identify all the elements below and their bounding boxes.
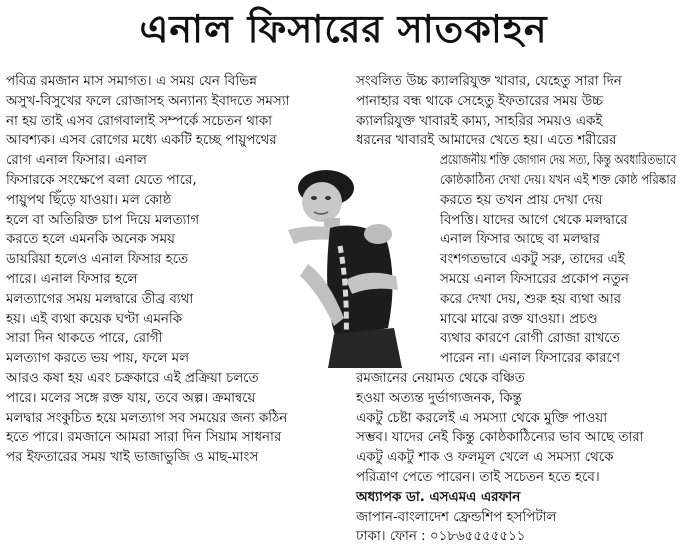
author-name: অধ্যাপক ডা. এসএমএ এরফান	[356, 489, 521, 505]
text-line: পরিত্রাণ পেতে পারেন। তাই সচেতন হতে হবে।	[356, 470, 600, 485]
text-line: পারেন না। এনাল ফিসারের কারণে	[440, 351, 620, 367]
text-line: করতে হয় তখন প্রায় দেখা দেয়	[440, 192, 603, 208]
text-line: এনাল ফিসার আছে বা মলদ্বার	[440, 232, 600, 248]
text-line: অসুখ-বিসুখের ফলে রোজাসহ অন্যান্য ইবাদতে সমস্যা	[6, 93, 290, 109]
text-line: একটু একটু শাক ও ফলমূল খেলে এ সমস্যা থেকে	[356, 450, 614, 466]
woman-holding-lower-back-photo	[248, 168, 436, 368]
text-line: ফিসারকে সংক্ষেপে বলা যেতে পারে,	[6, 173, 197, 188]
text-line: পানাহার বন্ধ থাকে সেহেতু ইফতারের সময় উচ্চ	[356, 93, 603, 109]
text-line: মলত্যাগ করতে ভয় পায়, ফলে মল	[6, 351, 189, 367]
text-line: হয়। এই ব্যথা কয়েক ঘণ্টা এমনকি	[6, 311, 183, 327]
text-line: বংশগতভাবে একটু সরু, তাদের এই	[440, 252, 625, 268]
text-line: সময়ে এনাল ফিসারের প্রকোপ নতুন	[440, 272, 629, 287]
text-line: প্রয়োজনীয় শক্তি জোগান দেয় সত্য, কিন্তু অবধারিতভাবে	[440, 153, 677, 169]
text-line: ক্যালরিযুক্ত খাবারই কাম্য, সাহরির সময়ও একই	[356, 113, 603, 129]
text-line: হতে পারে। রমজানে আমরা সারা দিন সিয়াম সাধনার	[6, 430, 282, 446]
text-line: একটু চেষ্টা করলেই এ সমস্যা থেকে মুক্তি পাওয়া	[356, 410, 608, 426]
text-line: করে দেখা দেয়, শুরু হয় ব্যথা আর	[440, 291, 622, 307]
author-hospital: জাপান-বাংলাদেশ ফ্রেন্ডশিপ হসপিটাল	[356, 509, 557, 525]
text-line: সংবলিত উচ্চ ক্যালরিযুক্ত খাবার, যেহেতু সারা দিন	[356, 74, 622, 89]
text-line: হওয়া অত্যন্ত দুর্ভাগ্যজনক, কিন্তু	[356, 390, 522, 406]
text-line: ডায়রিয়া হলেও এনাল ফিসার হতে	[6, 252, 189, 268]
text-line: পারে। মলের সঙ্গে রক্ত যায়, তবে অল্প। ক্রমান্বয়ে	[6, 390, 256, 406]
text-line: আবশ্যক। এসব রোগের মধ্যে একটি হচ্ছে পায়ুপথের	[6, 133, 277, 149]
text-line: পায়ুপথ ছিঁড়ে যাওয়া। মল কোষ্ঠ	[6, 192, 172, 208]
text-line: করতে হলে এমনকি অনেক সময়	[6, 232, 175, 248]
text-line: পবিত্র রমজান মাস সমাগত। এ সময় যেন বিভিন্ন	[6, 74, 257, 89]
author-contact: ঢাকা। ফোন : ০১৮৬৫৫৫৫৫১১	[356, 529, 526, 545]
text-line: রমজানের নেয়ামত থেকে বঞ্চিত	[356, 371, 525, 386]
text-line: রোগ এনাল ফিসার। এনাল	[6, 153, 147, 169]
text-line: সারা দিন থাকতে পারে, রোগী	[6, 331, 163, 347]
text-line: পর ইফতারের সময় খাই ভাজাভুজি ও মাছ-মাংস	[6, 450, 259, 466]
text-line: বিপত্তি। যাদের আগে থেকে মলদ্বারে	[440, 212, 628, 228]
text-line: হলে বা অতিরিক্ত চাপ দিয়ে মলত্যাগ	[6, 212, 200, 228]
text-line: ধরনের খাবারই আমাদের খেতে হয়। এতে শরীরের	[356, 133, 617, 149]
text-line: মাঝে মাঝে রক্ত যাওয়া। প্রচণ্ড	[440, 311, 598, 327]
text-line: মলত্যাগের সময় মলদ্বারে তীব্র ব্যথা	[6, 291, 194, 307]
text-line: কোষ্ঠকাঠিন্য দেখা দেয়। যখন এই শক্ত কোষ্ঠ পরিষ্কার	[440, 173, 677, 188]
text-line: সম্ভব। যাদের নেই কিন্তু কোষ্ঠকাঠিন্যের ভাব আছে তারা	[356, 430, 644, 446]
text-line: মলদ্বার সংকুচিত হয়ে মলত্যাগ সব সময়ের জন্য কঠিন	[6, 410, 288, 426]
text-line: আরও কষা হয় এবং চক্রকারে এই প্রক্রিয়া চলতে	[6, 371, 259, 386]
text-line: ব্যথার কারণে রোগী রোজা রাখতে	[440, 331, 620, 347]
text-line: না হয় তাই এসব রোগবালাই সম্পর্কে সচেতন থাকা	[6, 113, 273, 129]
text-line: পারে। এনাল ফিসার হলে	[6, 272, 138, 287]
headline: এনাল ফিসারের সাতকাহন	[139, 7, 548, 51]
